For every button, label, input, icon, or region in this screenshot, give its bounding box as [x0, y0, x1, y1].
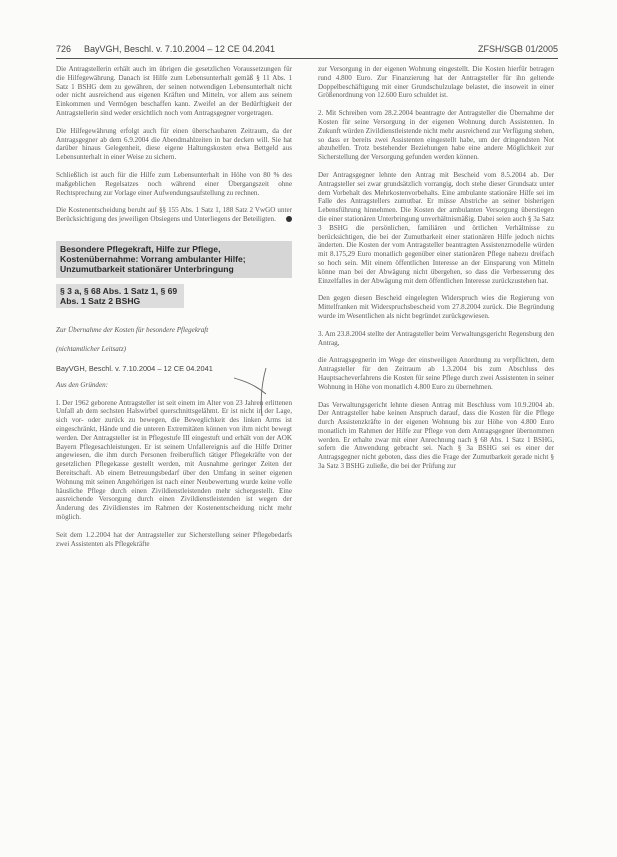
- paragraph: Den gegen diesen Bescheid eingelegten Widerspruch wies die Regierung von Mittelfranken mit Widerspruchsbescheid vom 27.8.2004 zurück. Die Begründung wurde im Wesentlichen als nicht begründet zurückgewiesen.: [318, 294, 554, 320]
- paragraph-text: Die Kostenentscheidung beruht auf §§ 155 Abs. 1 Satz 1, 188 Satz 2 VwGO unter Berücksichtigung des jeweiligen Obsiegens und Unterliegens der Beteiligten.: [56, 206, 292, 224]
- end-of-article-mark: [286, 216, 292, 222]
- paragraph: I. Der 1962 geborene Antragsteller ist seit einem im Alter von 23 Jahren erlittenen Unfall ab dem sechsten Halswirbel querschnittsgelähmt. Er ist nicht in der Lage, sich vor- oder zurück zu bewegen, die Beweglichkeit des linken Arms ist eingeschränkt, Hände und die unteren Extremitäten können von ihm nicht bewegt werden. Der Antragsteller ist in Pflegestufe III eingestuft und erhält von der AOK Bayern Pflegesachleistungen. Er ist seinem Unfallereignis auf die Hilfe Dritter angewiesen, die ihm durch Personen freiberuflich tätiger Pflegekräfte von der gesetzlichen Pflegekasse gestellt werden, mit Ausnahme geringer Zeiten der Bereitschaft. Ab einem Betreuungsbedarf über den Umfang in seiner eigenen Wohnung mit seinen Angehörigen ist nach einer Neubewertung wurde keine volle häusliche Pflege durch einen Zivildienstleistenden mehr sichergestellt. Eine ausreichende Versorgung durch einen Zivildienstleistenden ist wegen der Änderung des Zivildienstes im Rahmen der Kostenentscheidung nicht mehr möglich.: [56, 398, 292, 521]
- journal-reference: ZFSH/SGB 01/2005: [477, 44, 558, 54]
- paragraph: Das Verwaltungsgericht lehnte diesen Antrag mit Beschluss vom 10.9.2004 ab. Der Antragsteller habe keinen Anspruch darauf, dass die Kosten für die Pflege durch Assistenzkräfte in der eigenen Wohnung bis zur Höhe von 4.800 Euro monatlich im Rahmen der Hilfe zur Pflege von dem Antragsgegner übernommen werden. Er erhalte zwar mit einer Anrechnung nach § 68 Abs. 1 Satz 1 BSHG, sofern die Anwendung gebracht sei. Nach § 3a BSHG sei es einer der Antragsgegner nicht geboten, dass dies die Frage der Zumutbarkeit gerade nicht § 3a Satz 3 BSHG zuließe, die bei der Prüfung zur: [318, 400, 554, 471]
- page-number: 726: [56, 44, 72, 54]
- paragraph: Seit dem 1.2.2004 hat der Antragsteller zur Sicherstellung seiner Pflegebedarfs zwei Assistenten als Pflegekräfte: [56, 530, 292, 548]
- paragraph: die Antragsgegnerin im Wege der einstweiligen Anordnung zu verpflichten, dem Antragsteller für den Zeitraum ab 1.3.2004 bis zum Abschluss des Hauptsacheverfahrens die Kosten für seine Pflege durch zwei Assistenten in seiner Wohnung in Höhe von monatlich 4.800 Euro zu übernehmen.: [318, 356, 554, 391]
- paragraph: Schließlich ist auch für die Hilfe zum Lebensunterhalt in Höhe von 80 % des maßgeblichen Regelsatzes noch während einer Übergangszeit ohne Rechtsprechung zur Vorlage einer Aufwendungsaufstellung zu rechnen.: [56, 170, 292, 197]
- court-citation: BayVGH, Beschl. v. 7.10.2004 – 12 CE 04.2041: [56, 363, 213, 373]
- left-column: [56, 65, 292, 557]
- paragraph: [56, 206, 292, 224]
- norms-cited: § 3 a, § 68 Abs. 1 Satz 1, § 69 Abs. 1 Satz 2 BSHG: [56, 284, 184, 308]
- paragraph: Die Antragstellerin erhält auch im übrigen die gesetzlichen Voraussetzungen für die Hilfegewährung. Danach ist Hilfe zum Lebensunterhalt gemäß § 11 Abs. 1 Satz 1 BSHG dem zu gewähren, der seinen notwendigen Lebensunterhalt nicht oder nicht ausreichend aus eigenen Kräften und Mitteln, vor allem aus seinem Einkommen und Vermögen beschaffen kann. Zweifel an der Bedürftigkeit der Antragstellerin sind weder ersichtlich noch vom Antragsgegner vorgetragen.: [56, 65, 292, 117]
- paragraph: Der Antragsgegner lehnte den Antrag mit Bescheid vom 8.5.2004 ab. Der Antragsteller sei zwar grundsätzlich vorrangig, doch stehe dieser Grundsatz unter dem Vorbehalt des Mehrkostenvorbehalts. Eine ambulante stationäre Hilfe sei im Falle des Antragstellers zumutbar. Er müsse Abstriche an seiner bisherigen Lebensführung hinnehmen. Die Kosten der ambulanten Versorgung überstiegen die einer stationären Unterbringung unverhältnismäßig. Dabei seien auch § 3a Satz 3 BSHG die persönlichen, familiären und örtlichen Verhältnisse zu berücksichtigen, die bei der Zumutbarkeit einer stationären Hilfe jedoch nichts änderten. Die Kosten der vom Antragsteller beantragten Assistenzmodelle würden mit 8.175,29 Euro monatlich gegenüber einer stationären Pflege nahezu dreifach so hoch sein. Mit einem öffentlichen Interesse an der Einsparung von Mitteln könne man bei der Abwägung nicht übergehen, so dass die Verbesserung des Einzelfalles in der Abwägung mit dem öffentlichen Interesse zurückzustehen hat.: [318, 170, 554, 285]
- right-column: [318, 65, 554, 480]
- section-heading: Aus den Gründen:: [56, 380, 109, 389]
- paragraph: Die Hilfegewährung erfolgt auch für einen überschaubaren Zeitraum, da der Antragsgegner ab dem 6.9.2004 die Abendmahlzeiten in bar decken will. Sie hat darüber hinaus Gelegenheit, diese eigene Haltungskosten etwa Bettgeld aus Lebensunterhalt in einer Weise zu sichern.: [56, 126, 292, 162]
- headnote: Zur Übernahme der Kosten für besondere Pflegekraft: [56, 325, 209, 334]
- handwritten-mark: [226, 360, 286, 420]
- headnote-note: (nichtamtlicher Leitsatz): [56, 344, 126, 353]
- header-citation: BayVGH, Beschl. v. 7.10.2004 – 12 CE 04.2041: [84, 44, 275, 54]
- paragraph: 2. Mit Schreiben vom 28.2.2004 beantragte der Antragsteller die Übernahme der Kosten für seine Versorgung in der eigenen Wohnung durch Assistenten. In Zukunft würden Zivildienstleistende nicht mehr ausreichend zur Verfügung stehen, so dass er bereits zwei Assistenten eingestellt habe, um der dringendsten Not abzuhelfen. Trotz bestehender Beziehungen habe eine andere Möglichkeit zur Sicherstellung der Versorgung gefunden werden können.: [318, 109, 554, 162]
- article-title: Besondere Pflegekraft, Hilfe zur Pflege, Kostenübernahme: Vorrang ambulanter Hilfe; Unzumutbarkeit stationärer Unterbringung: [56, 241, 292, 278]
- paragraph: zur Versorgung in der eigenen Wohnung eingestellt. Die Kosten hierfür betragen rund 4.800 Euro. Zur Finanzierung hat der Antragsteller für ihn geltende Doppelbeschäftigung mit einer Grundschulzulage belastet, die insoweit in einer Größenordnung von 12.600 Euro schuldet ist.: [318, 65, 554, 100]
- running-header: [56, 42, 558, 59]
- paragraph: 3. Am 23.8.2004 stellte der Antragsteller beim Verwaltungsgericht Regensburg den Antrag,: [318, 329, 554, 347]
